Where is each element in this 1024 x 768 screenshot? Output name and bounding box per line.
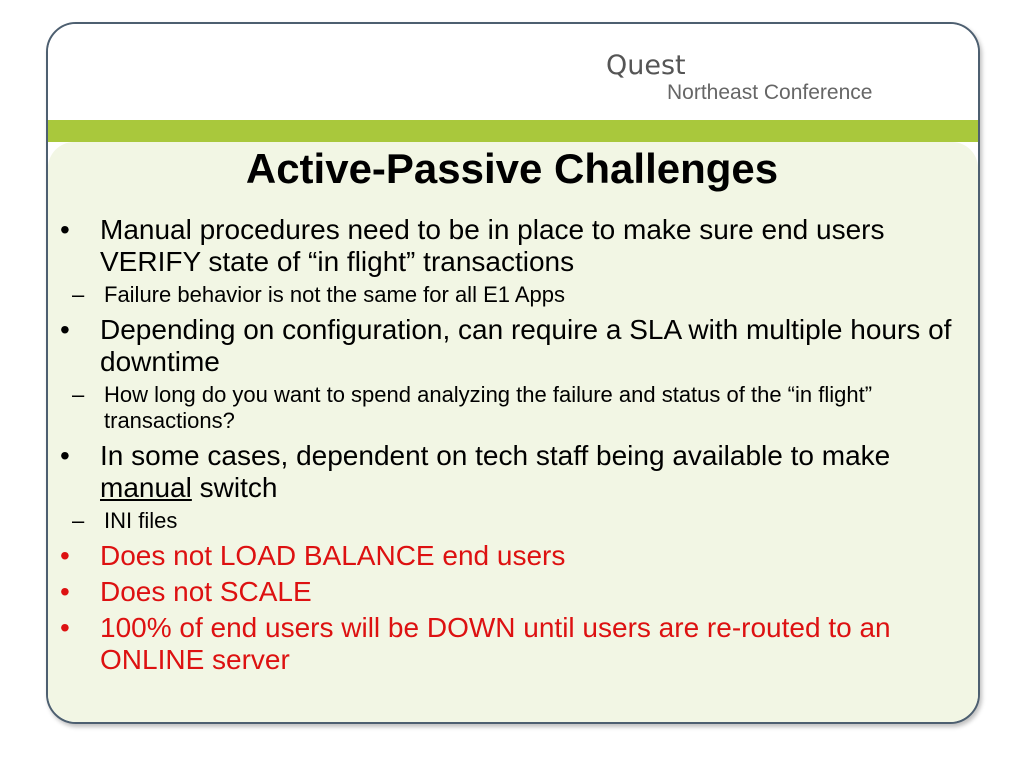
bullet-dot: • — [60, 540, 70, 571]
sub-list — [58, 282, 978, 308]
bullet-item-red — [58, 612, 978, 676]
bullet-text: Does not LOAD BALANCE end users — [100, 540, 566, 571]
bullet-text-after: switch — [191, 472, 278, 503]
sub-bullet-text: INI files — [104, 508, 178, 533]
sub-list — [58, 382, 978, 434]
sub-bullet-item — [58, 282, 978, 308]
sub-bullet-dash: – — [72, 382, 85, 407]
bullet-text: Depending on configuration, can require a SLA with multiple hours of downtime — [100, 314, 952, 377]
slide-title: Active-Passive Challenges — [245, 145, 779, 192]
sub-bullet-item — [58, 382, 978, 434]
bullet-item-red — [58, 576, 978, 608]
sub-bullet-text: How long do you want to spend analyzing the failure and status of the “in flight” transactions? — [104, 382, 873, 433]
header-band — [48, 24, 978, 120]
bullet-text: Does not SCALE — [100, 576, 312, 607]
logo-mark: Quest — [606, 50, 686, 81]
bullet-dot: • — [60, 612, 70, 643]
bullet-list — [58, 214, 978, 680]
bullet-text: 100% of end users will be DOWN until users are re-routed to an ONLINE server — [100, 612, 891, 675]
sub-bullet-dash: – — [72, 508, 85, 533]
bullet-dot: • — [60, 440, 70, 471]
sub-bullet-item — [58, 508, 978, 534]
bullet-dot: • — [60, 314, 70, 345]
sub-bullet-dash: – — [72, 282, 85, 307]
bullet-dot: • — [60, 576, 70, 607]
bullet-item — [58, 440, 978, 504]
bullet-dot: • — [60, 214, 70, 245]
bullet-item-red — [58, 540, 978, 572]
green-accent-stripe — [48, 120, 978, 142]
logo-subtitle: Northeast Conference — [667, 81, 873, 104]
bullet-text-underlined: manual — [100, 472, 192, 503]
bullet-item — [58, 314, 978, 378]
sub-bullet-text: Failure behavior is not the same for all E1 Apps — [104, 282, 566, 307]
bullet-text-before: In some cases, dependent on tech staff being available to make — [100, 440, 891, 471]
bullet-item — [58, 214, 978, 278]
bullet-text: Manual procedures need to be in place to make sure end users VERIFY state of “in flight” transactions — [100, 214, 885, 277]
sub-list — [58, 508, 978, 534]
